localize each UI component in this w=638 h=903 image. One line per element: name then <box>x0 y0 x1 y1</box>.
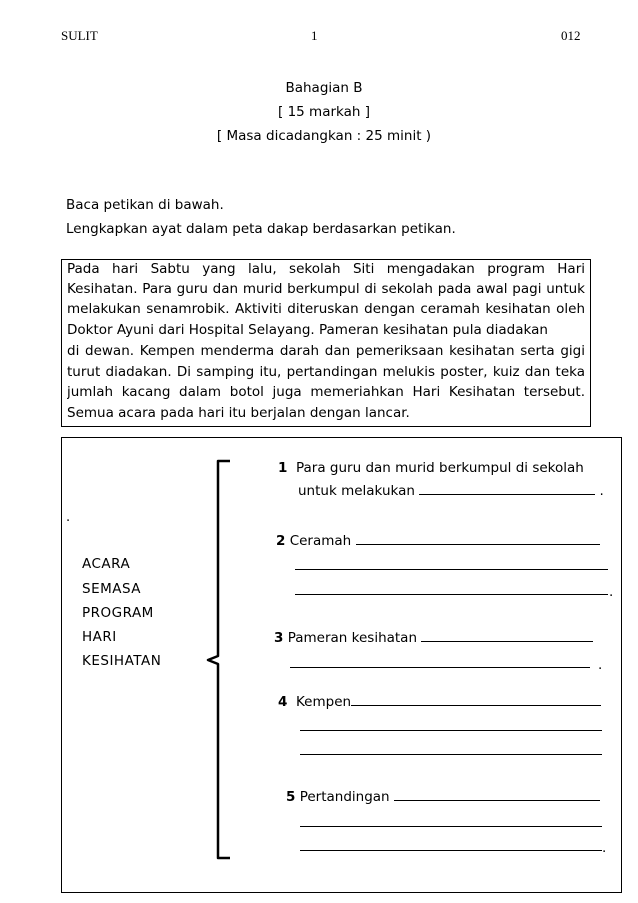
map-item-3 <box>274 630 593 646</box>
answer-blank[interactable] <box>394 799 600 801</box>
item-end: . <box>602 840 607 856</box>
section-title: Bahagian B <box>285 80 363 96</box>
map-item-2 <box>276 533 600 549</box>
item-text: Kempen <box>296 694 352 710</box>
topic-word: PROGRAM <box>82 605 154 621</box>
stray-dot: . <box>66 510 71 525</box>
answer-line[interactable] <box>300 754 602 755</box>
answer-line[interactable] <box>295 569 608 570</box>
answer-blank[interactable] <box>419 493 595 495</box>
item-number: 2 <box>276 533 286 549</box>
section-time: [ Masa dicadangkan : 25 minit ) <box>216 128 432 144</box>
passage-line: di dewan. Kempen menderma darah dan pemeriksaan kesihatan serta gigi <box>67 343 585 359</box>
passage-box <box>61 259 591 427</box>
answer-blank[interactable] <box>351 704 601 706</box>
map-item-5 <box>286 789 600 805</box>
item-end: . <box>609 584 614 600</box>
item-number: 4 <box>278 694 288 710</box>
item-end: . <box>598 657 603 673</box>
passage-line: Semua acara pada hari itu berjalan dengan lancar. <box>67 405 410 421</box>
topic-word: SEMASA <box>82 581 142 597</box>
item-number: 5 <box>286 789 296 805</box>
passage-line: turut diadakan. Di samping itu, pertandingan melukis poster, kuiz dan teka <box>67 364 585 380</box>
answer-blank[interactable] <box>421 640 593 642</box>
answer-line[interactable] <box>300 850 602 851</box>
section-marks: [ 15 markah ] <box>278 104 370 120</box>
item-cont: untuk melakukan <box>298 483 415 499</box>
item-text: Pameran kesihatan <box>287 630 418 646</box>
item-text: Ceramah <box>289 533 352 549</box>
brace-icon <box>204 458 244 863</box>
topic-word: KESIHATAN <box>82 653 162 669</box>
answer-line[interactable] <box>300 826 602 827</box>
topic-word: HARI <box>82 629 117 645</box>
passage-line: jumlah kacang dalam botol juga memeriahkan Hari Kesihatan tersebut. <box>67 384 585 400</box>
item-text: Para guru dan murid berkumpul di sekolah <box>296 460 584 476</box>
item-number: 1 <box>278 460 288 476</box>
passage-line: melakukan senamrobik. Aktiviti diteruskan dengan ceramah kesihatan oleh <box>67 301 585 317</box>
passage-line: Kesihatan. Para guru dan murid berkumpul di sekolah pada awal pagi untuk <box>67 281 585 297</box>
passage-line: Doktor Ayuni dari Hospital Selayang. Pameran kesihatan pula diadakan <box>67 322 548 338</box>
item-number: 3 <box>274 630 284 646</box>
topic-word: ACARA <box>82 556 131 572</box>
map-item-1-cont <box>298 483 604 499</box>
answer-line[interactable] <box>290 667 590 668</box>
item-text: Pertandingan <box>299 789 390 805</box>
answer-line[interactable] <box>300 730 602 731</box>
instruction-1: Baca petikan di bawah. <box>66 197 224 213</box>
header-left: SULIT <box>61 28 98 43</box>
map-item-1 <box>278 460 584 476</box>
item-end: . <box>599 483 604 499</box>
brace-map <box>61 437 622 893</box>
passage-line: Pada hari Sabtu yang lalu, sekolah Siti mengadakan program Hari <box>67 261 585 277</box>
instruction-2: Lengkapkan ayat dalam peta dakap berdasarkan petikan. <box>66 221 456 237</box>
page-number: 1 <box>311 28 318 43</box>
answer-blank[interactable] <box>356 543 600 545</box>
answer-line[interactable] <box>295 594 608 595</box>
header-right: 012 <box>561 28 581 43</box>
map-item-4 <box>278 694 601 710</box>
